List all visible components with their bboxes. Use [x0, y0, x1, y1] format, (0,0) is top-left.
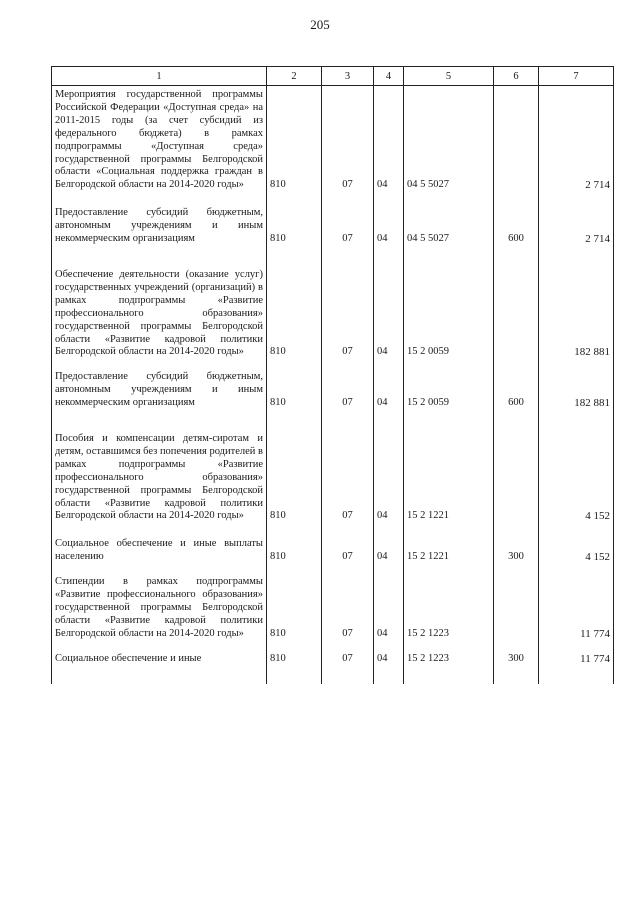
row-pr: 04	[374, 430, 404, 525]
table-row	[52, 361, 614, 412]
row-sum: 4 152	[539, 535, 614, 566]
row-csr: 15 2 1223	[404, 643, 494, 684]
row-rz: 07	[322, 566, 374, 643]
header-col-3: 3	[322, 67, 374, 86]
row-csr: 15 2 1221	[404, 535, 494, 566]
row-csr: 15 2 0059	[404, 266, 494, 361]
row-ved: 810	[267, 361, 322, 412]
row-pr: 04	[374, 266, 404, 361]
row-vr: 300	[494, 643, 539, 684]
row-name: Социальное обеспечение и иные выплаты населению	[52, 535, 267, 566]
row-ved: 810	[267, 86, 322, 195]
row-name: Обеспечение деятельности (оказание услуг) государственных учреждений (организаций) в рамках подпрограммы «Развитие профессионального образования» государственной программы Белгородской области «Развитие кадровой политики Белгородской области на 2014-2020 годы»	[52, 266, 267, 361]
row-vr	[494, 430, 539, 525]
row-rz: 07	[322, 266, 374, 361]
table-row	[52, 566, 614, 643]
table-row	[52, 204, 614, 248]
row-sum: 4 152	[539, 430, 614, 525]
row-vr	[494, 266, 539, 361]
page-number: 205	[310, 17, 330, 32]
row-csr: 15 2 1223	[404, 566, 494, 643]
budget-table	[51, 66, 614, 684]
row-vr: 300	[494, 535, 539, 566]
header-col-1: 1	[52, 67, 267, 86]
row-ved: 810	[267, 430, 322, 525]
table-row	[52, 266, 614, 361]
header-col-4: 4	[374, 67, 404, 86]
row-pr: 04	[374, 566, 404, 643]
table-row	[52, 643, 614, 684]
row-name: Пособия и компенсации детям-сиротам и детям, оставшимся без попечения родителей в рамках подпрограммы «Развитие профессионального образования» государственной программы Белгородской области «Развитие кадровой политики Белгородской области на 2014-2020 годы»	[52, 430, 267, 525]
row-name: Мероприятия государственной программы Российской Федерации «Доступная среда» на 2011-2015 годы (за счет субсидий из федерального бюджета) в рамках подпрограммы «Доступная среда» государственной программы Белгородской области «Социальная поддержка граждан в Белгородской области на 2014-2020 годы»	[52, 86, 267, 195]
row-pr: 04	[374, 86, 404, 195]
header-col-6: 6	[494, 67, 539, 86]
row-rz: 07	[322, 535, 374, 566]
row-sum: 182 881	[539, 266, 614, 361]
row-vr: 600	[494, 361, 539, 412]
table-header-row	[52, 67, 614, 86]
row-sum: 11 774	[539, 566, 614, 643]
row-pr: 04	[374, 204, 404, 248]
row-vr	[494, 566, 539, 643]
table-row	[52, 535, 614, 566]
table-row	[52, 86, 614, 195]
row-sum: 182 881	[539, 361, 614, 412]
row-spacer	[52, 194, 614, 204]
row-rz: 07	[322, 86, 374, 195]
row-ved: 810	[267, 535, 322, 566]
row-csr: 15 2 0059	[404, 361, 494, 412]
row-ved: 810	[267, 566, 322, 643]
header-col-5: 5	[404, 67, 494, 86]
row-csr: 04 5 5027	[404, 204, 494, 248]
row-ved: 810	[267, 204, 322, 248]
row-spacer	[52, 525, 614, 535]
table-row	[52, 430, 614, 525]
row-sum: 11 774	[539, 643, 614, 684]
row-rz: 07	[322, 643, 374, 684]
row-spacer	[52, 248, 614, 266]
row-sum: 2 714	[539, 204, 614, 248]
row-vr	[494, 86, 539, 195]
row-pr: 04	[374, 643, 404, 684]
row-sum: 2 714	[539, 86, 614, 195]
row-name: Предоставление субсидий бюджетным, автономным учреждениям и иным некоммерческим организациям	[52, 204, 267, 248]
row-csr: 15 2 1221	[404, 430, 494, 525]
row-ved: 810	[267, 266, 322, 361]
row-rz: 07	[322, 204, 374, 248]
row-csr: 04 5 5027	[404, 86, 494, 195]
row-pr: 04	[374, 361, 404, 412]
row-name: Социальное обеспечение и иные	[52, 643, 267, 684]
row-name: Предоставление субсидий бюджетным, автономным учреждениям и иным некоммерческим организациям	[52, 361, 267, 412]
row-pr: 04	[374, 535, 404, 566]
row-vr: 600	[494, 204, 539, 248]
header-col-2: 2	[267, 67, 322, 86]
row-rz: 07	[322, 430, 374, 525]
header-col-7: 7	[539, 67, 614, 86]
row-rz: 07	[322, 361, 374, 412]
row-spacer	[52, 412, 614, 430]
row-ved: 810	[267, 643, 322, 684]
row-name: Стипендии в рамках подпрограммы «Развитие профессионального образования» государственной программы Белгородской области «Развитие кадровой политики Белгородской области на 2014-2020 годы»	[52, 566, 267, 643]
